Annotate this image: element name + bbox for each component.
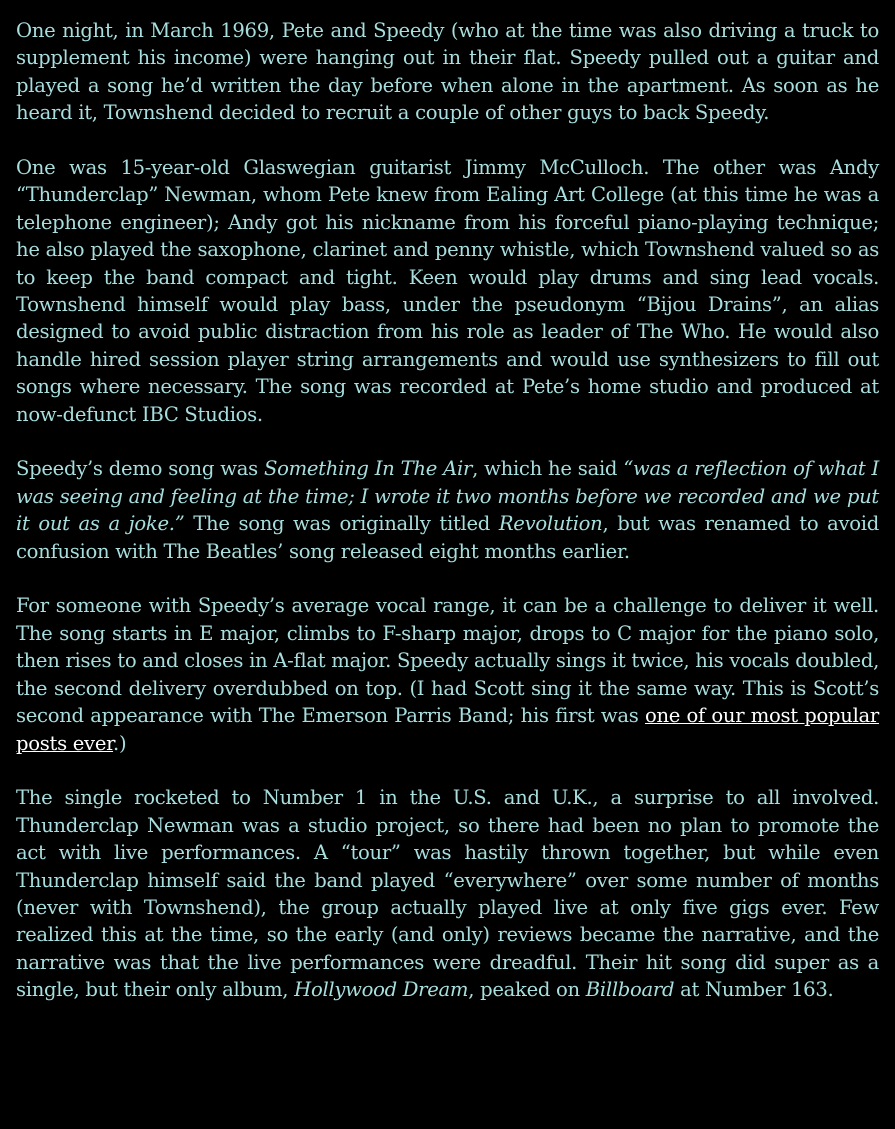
text-span: at Number 163. (674, 978, 834, 1002)
album-title: Hollywood Dream (294, 978, 469, 1002)
paragraph-5 (16, 784, 879, 1003)
paragraph-2: One was 15-year-old Glaswegian guitarist Jimmy McCulloch. The other was Andy “Thunderclap” Newman, whom Pete knew from Ealing Art College (at this time he was a telephone engineer); Andy got his nickname from his forceful piano-playing technique; he also played the saxophone, clarinet and penny whistle, which Townshend valued so as to keep the band compact and tight. Keen would play drums and sing lead vocals. Townshend himself would play bass, under the pseudonym “Bijou Drains”, an alias designed to avoid public distraction from his role as leader of The Who. He would also handle hired session player string arrangements and would use synthesizers to fill out songs where necessary. The song was recorded at Pete’s home studio and produced at now-defunct IBC Studios. (16, 156, 879, 426)
magazine-title: Billboard (585, 978, 675, 1002)
paragraph-4 (16, 592, 879, 756)
song-title: Something In The Air (263, 457, 473, 481)
paragraph-3 (16, 455, 879, 565)
text-span: , which he said (472, 457, 624, 481)
quote: “was a reflection of what I was seeing and feeling at the time; I wrote it two months before we recorded and we put it out as a joke.” (16, 457, 879, 536)
text-span: The single rocketed to Number 1 in the U.S. and U.K., a surprise to all involved. Thunderclap Newman was a studio project, so there had been no plan to promote the act with live performances. A “tour” was hastily thrown together, but while even Thunderclap himself said the band played “everywhere” over some number of months (never with Townshend), the group actually played live at only five gigs ever. Few realized this at the time, so the early (and only) reviews became the narrative, and the narrative was that the live performances were dreadful. Their hit song did super as a single, but their only album, (16, 786, 879, 1002)
text-span: For someone with Speedy’s average vocal range, it can be a challenge to deliver it well. The song starts in E major, climbs to F-sharp major, drops to C major for the piano solo, then rises to and closes in A-flat major. Speedy actually sings it twice, his vocals doubled, the second delivery overdubbed on top. (I had Scott sing it the same way. This is Scott’s second appearance with The Emerson Parris Band; his first was (16, 594, 879, 728)
text-span: , but was renamed to avoid confusion with The Beatles’ song released eight months earlier. (16, 512, 879, 563)
paragraph-1: One night, in March 1969, Pete and Speedy (who at the time was also driving a truck to supplement his income) were hanging out in their flat. Speedy pulled out a guitar and played a song he’d written the day before when alone in the apartment. As soon as he heard it, Townshend decided to recruit a couple of other guys to back Speedy. (16, 19, 879, 125)
text-span: .) (113, 731, 127, 755)
original-title: Revolution (498, 512, 603, 536)
popular-post-link[interactable]: one of our most popular posts ever (16, 704, 879, 755)
text-span: Speedy’s demo song was (16, 457, 264, 481)
text-span: , peaked on (468, 978, 586, 1002)
text-span: The song was originally titled (184, 512, 499, 536)
